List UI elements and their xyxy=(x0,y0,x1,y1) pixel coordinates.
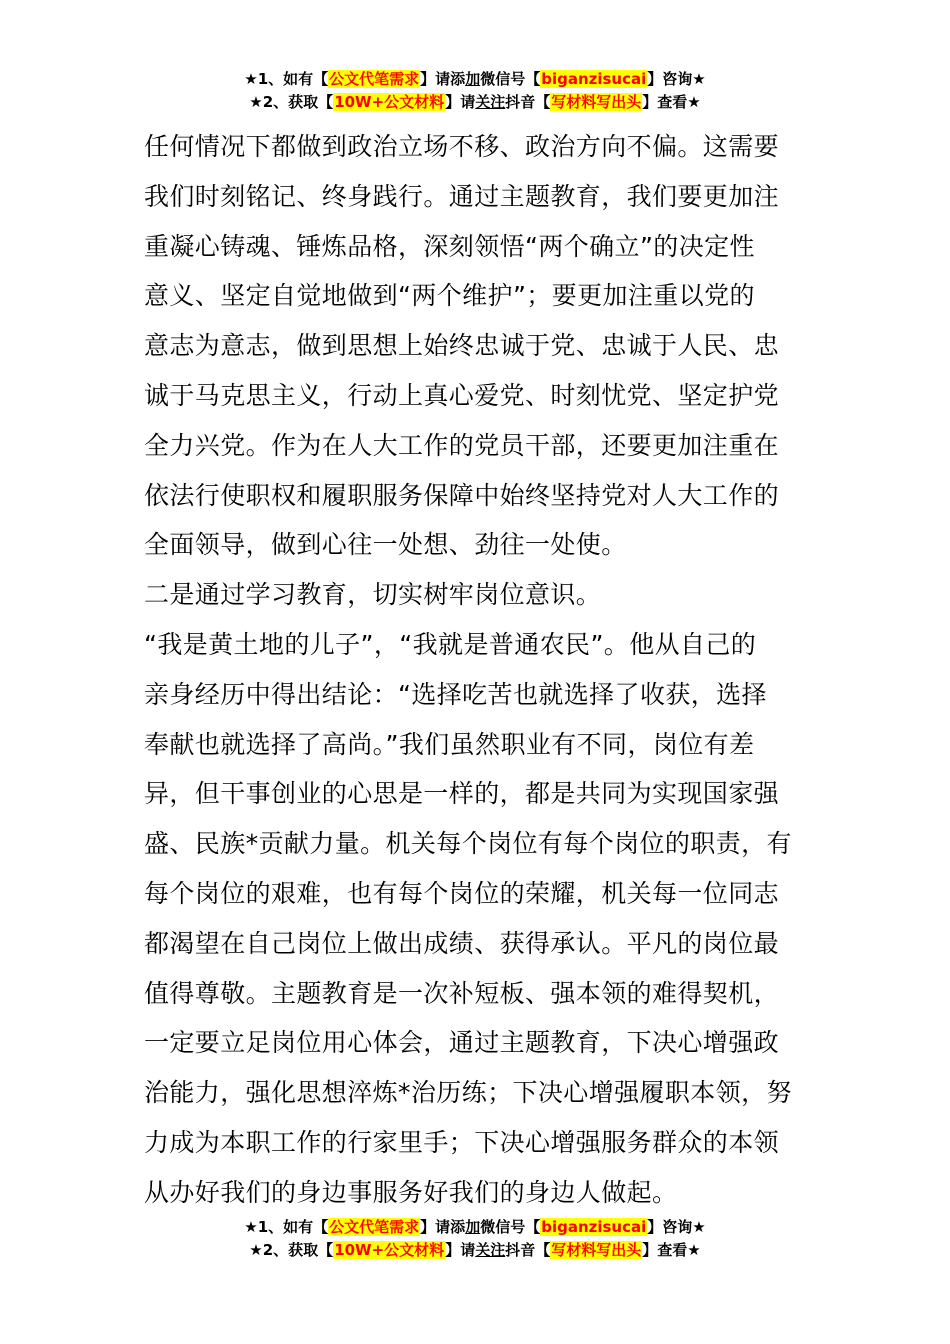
banner-text: 抖音【 xyxy=(505,93,551,111)
banner-text: 】请添 xyxy=(420,70,466,88)
body-line: “我是黄土地的儿子”，“我就是普通农民”。他从自己的 xyxy=(144,629,757,659)
banner-text: 】查看★ xyxy=(642,1241,701,1259)
body-line: 一定要立足岗位用心体会，通过主题教育，下决心增强政 xyxy=(144,1028,780,1058)
body-line: 值得尊敬。主题教育是一次补短板、强本领的难得契机， xyxy=(144,978,780,1008)
header-banner-line-2 xyxy=(0,91,950,114)
body-line: 全面领导，做到心往一处想、劲往一处使。 xyxy=(144,530,627,560)
banner-text: ★1、如有【 xyxy=(244,70,329,88)
body-line: 任何情况下都做到政治立场不移、政治方向不偏。这需要 xyxy=(144,132,780,161)
highlight-wechat-id: biganzisucai xyxy=(541,1218,647,1236)
banner-text: 微信号【 xyxy=(480,70,541,88)
header-banner-line-1 xyxy=(0,68,950,91)
banner-text: 微信号【 xyxy=(480,1218,541,1236)
highlight-service: 公文代笔需求 xyxy=(329,70,420,88)
highlight-wechat-id: biganzisucai xyxy=(541,70,647,88)
header-banner xyxy=(0,68,950,114)
body-line: 依法行使职权和履职服务保障中始终坚持党对人大工作的 xyxy=(144,480,780,510)
highlight-materials: 10W+公文材料 xyxy=(334,93,445,111)
highlight-materials: 10W+公文材料 xyxy=(334,1241,445,1259)
body-line: 重凝心铸魂、锤炼品格，深刻领悟“两个确立”的决定性 xyxy=(144,231,755,261)
banner-text-underlined: 加 xyxy=(465,1218,481,1236)
banner-text: ★2、获取【 xyxy=(249,1241,334,1259)
body-line: 诚于马克思主义，行动上真心爱党、时刻忧党、坚定护党 xyxy=(144,380,780,410)
banner-text: ★2、获取【 xyxy=(249,93,334,111)
body-line: 每个岗位的艰难，也有每个岗位的荣耀，机关每一位同志 xyxy=(144,878,780,908)
body-line: 盛、民族*贡献力量。机关每个岗位有每个岗位的职责，有 xyxy=(144,829,792,859)
body-line: 从办好我们的身边事服务好我们的身边人做起。 xyxy=(144,1177,678,1207)
footer-banner-line-1 xyxy=(0,1216,950,1239)
banner-text: 】请添 xyxy=(420,1218,466,1236)
highlight-service: 公文代笔需求 xyxy=(329,1218,420,1236)
banner-text: ★1、如有【 xyxy=(244,1218,329,1236)
banner-text: 】咨询★ xyxy=(647,1218,706,1236)
body-line: 力成为本职工作的行家里手；下决心增强服务群众的本领 xyxy=(144,1127,780,1157)
banner-text: 】请 xyxy=(445,1241,476,1259)
footer-banner-line-2 xyxy=(0,1239,950,1262)
footer-banner xyxy=(0,1216,950,1262)
highlight-douyin-account: 写材料写出头 xyxy=(551,93,642,111)
body-line: 异，但干事创业的心思是一样的，都是共同为实现国家强 xyxy=(144,779,780,809)
body-line: 亲身经历中得出结论：“选择吃苦也就选择了收获，选择 xyxy=(144,679,767,709)
banner-text-underlined: 关注 xyxy=(475,93,506,111)
section-heading: 二是通过学习教育，切实树牢岗位意识。 xyxy=(144,580,602,610)
banner-text-underlined: 关注 xyxy=(475,1241,506,1259)
body-line: 全力兴党。作为在人大工作的党员干部，还要更加注重在 xyxy=(144,430,780,460)
banner-text: 】咨询★ xyxy=(647,70,706,88)
body-line: 意志为意志，做到思想上始终忠诚于党、忠诚于人民、忠 xyxy=(144,331,780,361)
banner-text: 】查看★ xyxy=(642,93,701,111)
body-line: 奉献也就选择了高尚。”我们虽然职业有不同，岗位有差 xyxy=(144,729,755,759)
highlight-douyin-account: 写材料写出头 xyxy=(551,1241,642,1259)
body-line: 我们时刻铭记、终身践行。通过主题教育，我们要更加注 xyxy=(144,181,780,211)
body-line: 意义、坚定自觉地做到“两个维护”；要更加注重以党的 xyxy=(144,281,755,311)
banner-text: 抖音【 xyxy=(505,1241,551,1259)
banner-text: 】请 xyxy=(445,93,476,111)
body-line: 都渴望在自己岗位上做出成绩、获得承认。平凡的岗位最 xyxy=(144,928,780,958)
document-body xyxy=(144,122,808,1218)
banner-text-underlined: 加 xyxy=(465,70,481,88)
body-line: 治能力，强化思想淬炼*治历练；下决心增强履职本领，努 xyxy=(144,1078,792,1108)
